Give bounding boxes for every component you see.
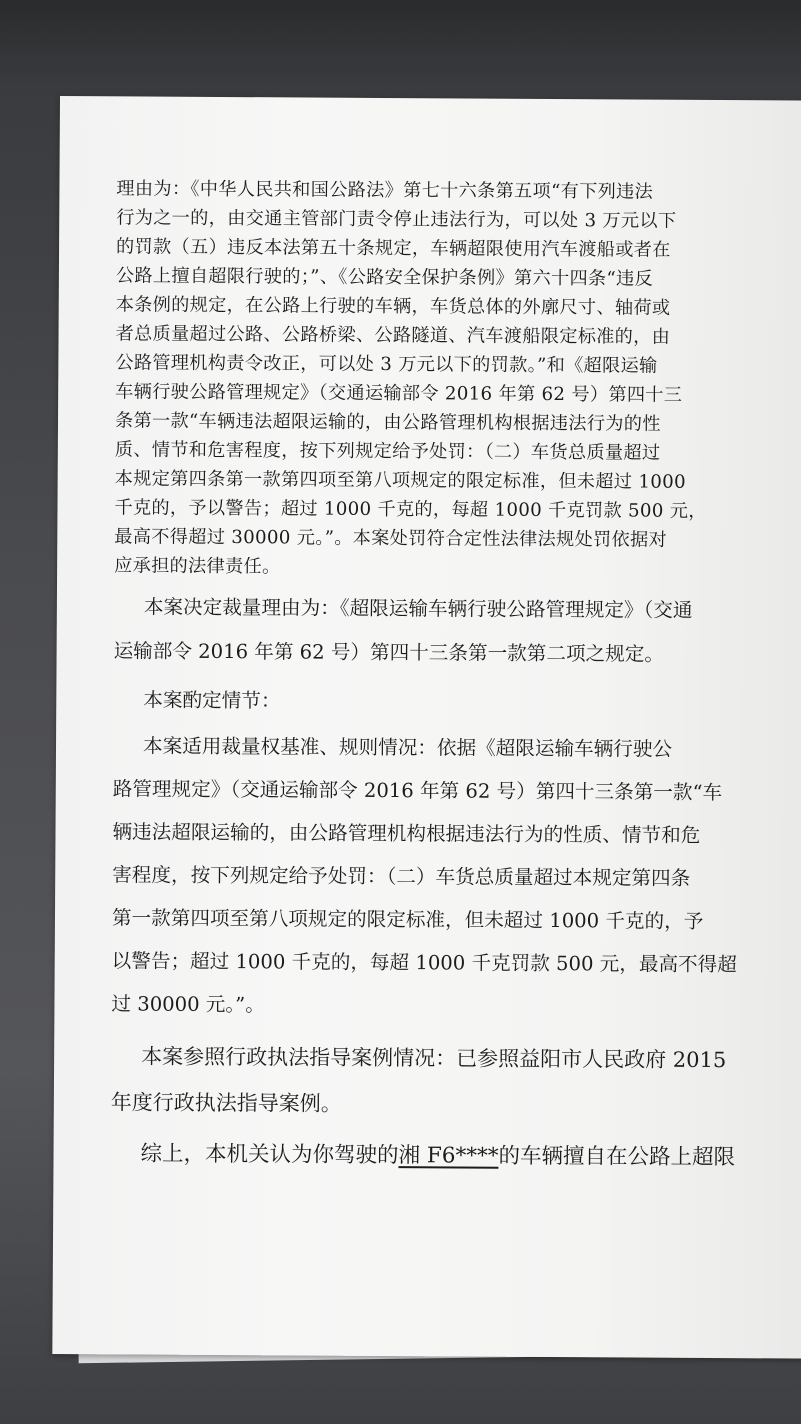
text-line: 行为之一的，由交通主管部门责令停止违法行为，可以处 3 万元以下 — [116, 207, 677, 232]
text-line: 公路上擅自超限行驶的；”、《公路安全保护条例》第六十四条“违反 — [115, 265, 654, 290]
license-plate: 湘 F6**** — [398, 1143, 499, 1169]
heading-text: 本案酌定情节： — [143, 688, 281, 713]
text-line: 本案适用裁量权基准、规则情况：依据《超限运输车辆行驶公 — [142, 734, 673, 761]
legal-basis-paragraph — [114, 174, 801, 584]
text-line: 质、情节和危害程度，按下列规定给予处罚：（二）车货总质量超过 — [114, 439, 661, 464]
text-line: 以警告；超过 1000 千克的，每超 1000 千克罚款 500 元，最高不得超 — [111, 949, 737, 977]
text-line: 应承担的法律责任。 — [114, 555, 281, 578]
document-page — [52, 96, 801, 1359]
document-body — [110, 174, 801, 1181]
conclusion-line — [110, 1131, 800, 1181]
conclusion-paragraph — [110, 1131, 800, 1181]
conclusion-before: 综上，本机关认为你驾驶的 — [140, 1141, 399, 1169]
text-line: 害程度，按下列规定给予处罚：（二）车货总质量超过本规定第四条 — [112, 863, 691, 890]
text-line: 运输部令 2016 年第 62 号）第四十三条第一款第二项之规定。 — [113, 639, 665, 666]
text-line: 过 30000 元。”。 — [111, 992, 265, 1017]
text-line: 年度行政执法指导案例。 — [110, 1090, 342, 1116]
benchmark-paragraph — [111, 724, 801, 1029]
text-line: 最高不得超过 30000 元。”。本案处罚符合定性法律法规处罚依据对 — [114, 526, 668, 551]
text-line: 的罚款（五）违反本法第五十条规定，车辆超限使用汽车渡船或者在 — [116, 236, 671, 261]
text-line: 本条例的规定，在公路上行驶的车辆，车货总体的外廓尺寸、轴荷或 — [115, 294, 671, 319]
text-line: 公路管理机构责令改正，可以处 3 万元以下的罚款。”和《超限运输 — [115, 352, 658, 377]
text-line: 车辆行驶公路管理规定》（交通运输部令 2016 年第 62 号）第四十三 — [115, 381, 683, 406]
text-line: 本案参照行政执法指导案例情况：已参照益阳市人民政府 2015 — [141, 1044, 727, 1073]
text-line: 路管理规定》（交通运输部令 2016 年第 62 号）第四十三条第一款“车 — [112, 777, 723, 805]
mitigating-heading — [113, 678, 801, 726]
guidance-case-paragraph — [111, 1033, 801, 1129]
discretion-paragraph — [113, 585, 801, 677]
text-line: 理由为：《中华人民共和国公路法》第七十六条第五项“有下列违法 — [116, 178, 654, 203]
text-line: 第一款第四项至第八项规定的限定标准，但未超过 1000 千克的，予 — [111, 906, 704, 933]
text-line: 本案决定裁量理由为：《超限运输车辆行驶公路管理规定》（交通 — [143, 595, 693, 622]
text-line: 本规定第四条第一款第四项至第八项规定的限定标准，但未超过 1000 — [114, 468, 686, 493]
text-line: 条第一款“车辆违法超限运输的，由公路管理机构根据违法行为的性 — [114, 410, 661, 435]
text-line: 千克的，予以警告；超过 1000 千克的，每超 1000 千克罚款 500 元， — [114, 497, 707, 522]
text-line: 者总质量超过公路、公路桥梁、公路隧道、汽车渡船限定标准的，由 — [115, 323, 671, 348]
conclusion-after: 的车辆擅自在公路上超限 — [498, 1143, 736, 1171]
text-line: 辆违法超限运输的，由公路管理机构根据违法行为的性质、情节和危 — [112, 820, 701, 847]
